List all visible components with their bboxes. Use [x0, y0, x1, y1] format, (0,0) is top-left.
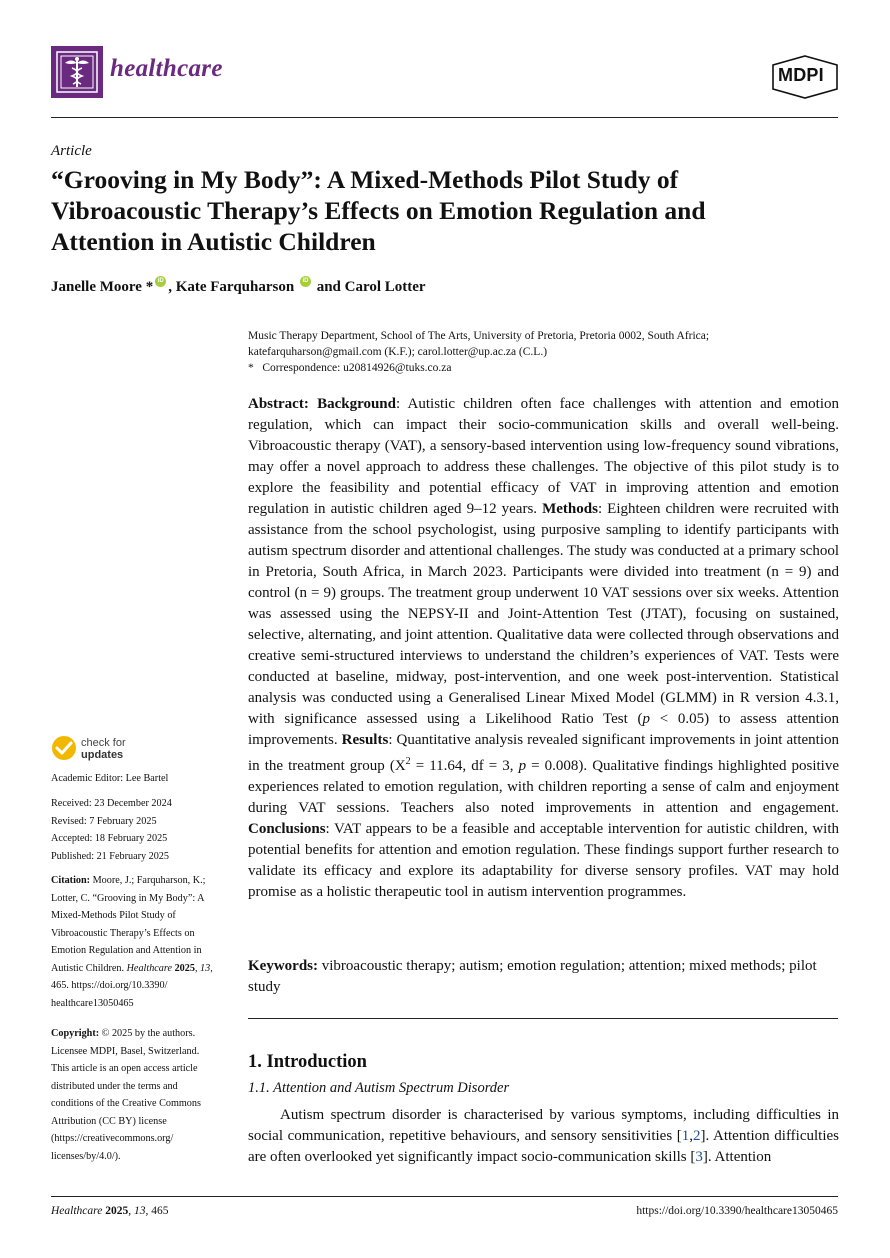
footer-citation: Healthcare 2025, 13, 465 — [51, 1205, 169, 1217]
published-date: Published: 21 February 2025 — [51, 850, 169, 862]
journal-name[interactable]: healthcare — [110, 55, 223, 82]
citation-doi-link[interactable]: healthcare13050465 — [51, 997, 134, 1009]
section-title: 1. Introduction — [248, 1052, 367, 1072]
author-moore[interactable]: Janelle Moore * — [51, 279, 154, 295]
citation-block: Citation: Moore, J.; Farquharson, K.; Lotter, C. “Grooving in My Body”: A Mixed-Methods Pilot Study of Vibroacoustic Therapy’s Effects on Emotion Regulation and Attention in Autistic Children. Healthcare 2025, 13, 465. https://doi.org/10.3390/ healthcare13050465 — [51, 872, 226, 1012]
dates — [51, 795, 226, 865]
journal-logo[interactable] — [51, 46, 103, 98]
keywords: Keywords: vibroacoustic therapy; autism; emotion regulation; attention; mixed methods; pilot study — [248, 958, 817, 995]
keywords-label: Keywords: — [248, 958, 318, 974]
check-for-updates-icon[interactable] — [51, 735, 77, 766]
license-link[interactable]: licenses/by/4.0/). — [51, 1150, 121, 1162]
license-link[interactable]: (https://creativecommons.org/ — [51, 1133, 174, 1144]
author-lotter[interactable]: and Carol Lotter — [312, 279, 426, 295]
footer-doi-link[interactable]: https://doi.org/10.3390/healthcare13050465 — [636, 1205, 838, 1217]
orcid-icon[interactable]: iD — [300, 276, 311, 287]
abstract: Abstract: Background: Autistic children often face challenges with attention and emotion regulation, which can impact their socio-communication skills and overall well-being. Vibroacoustic therapy (VAT), a sensory-based intervention using low-frequency sound vibrations, may offer a novel approach to address these challenges. The objective of this pilot study is to explore the feasibility and potential efficacy of VAT in improving attention and emotion regulation in autistic children aged 9–12 years. Methods: Eighteen children were recruited with assistance from the school psychologist, using purposive sampling to identify participants with autism spectrum disorder and attentional challenges. The study was conducted at a primary school in Pretoria, South Africa, in March 2023. Participants were divided into treatment (n = 9) and control (n = 9) groups. The treatment group underwent 10 VAT sessions over six weeks. Attention was assessed using the NEPSY-II and Joint-Attention Test (JTAT), focusing on sustained, selective, alternating, and joint attention. Qualitative data were collected through observations and creative semi-structured interviews to understand the children’s experiences of VAT. Tests were conducted at baseline, midway, post-intervention, and one week post-intervention. Statistical analysis was conducted using a Generalised Linear Mixed Model (GLMM) in R version 4.3.1, with significance assessed using a Likelihood Ratio Test (p < 0.05) to assess attention improvements. Results: Quantitative analysis revealed significant improvements in joint attention in the treatment group ($X^2 = 11.64$, df = 3, p = 0.008). Qualitative findings highlighted positive experiences related to emotion regulation, with children reporting a sense of calm and enjoyment during VAT sessions. Teachers also noted improvements in attention and engagement. Conclusions: VAT appears to be a feasible and acceptable intervention for autistic children, with potential benefits for attention and emotion regulation. These findings support further research to validate its efficacy and explore its adaptability for diverse sensory profiles. VAT may hold promise as a holistic therapeutic tool in autism intervention programmes. — [248, 396, 840, 900]
affiliation-line: Music Therapy Department, School of The Arts, University of Pretoria, Pretoria 0002, South Africa; — [248, 330, 710, 342]
citation-link[interactable]: 3 — [695, 1149, 703, 1165]
article-title — [51, 164, 841, 257]
orcid-icon[interactable]: iD — [155, 276, 166, 287]
caduceus-icon — [51, 46, 103, 98]
author-farquharson[interactable]: , Kate Farquharson — [168, 279, 295, 295]
mdpi-logo[interactable] — [771, 55, 839, 104]
methods-label: Methods — [542, 501, 598, 517]
subsection-title: 1.1. Attention and Autism Spectrum Disorder — [248, 1080, 510, 1096]
revised-date: Revised: 7 February 2025 — [51, 815, 157, 827]
background-label: Background — [317, 396, 396, 412]
title-line: “Grooving in My Body”: A Mixed-Methods Pilot Study of — [51, 165, 679, 194]
footer-divider — [51, 1196, 838, 1197]
academic-editor: Academic Editor: Lee Bartel — [51, 773, 169, 784]
abstract-label: Abstract: — [248, 396, 309, 412]
article-type: Article — [51, 143, 92, 159]
correspondence: * Correspondence: u20814926@tuks.co.za — [248, 362, 452, 374]
author-list — [51, 276, 426, 296]
title-line: Vibroacoustic Therapy’s Effects on Emotion Regulation and — [51, 196, 706, 225]
section-divider — [248, 1018, 838, 1019]
copyright-block: Copyright: © 2025 by the authors. Licensee MDPI, Basel, Switzerland. This article is an open access article distributed under the terms and conditions of the Creative Commons Attribution (CC BY) license (https://creativecommons.org/ licenses/by/4.0/). — [51, 1025, 226, 1165]
header-divider — [51, 117, 838, 118]
citation-link[interactable]: 2 — [693, 1128, 701, 1144]
received-date: Received: 23 December 2024 — [51, 798, 172, 809]
results-label: Results — [341, 732, 389, 748]
publisher-name: MDPI — [778, 65, 824, 85]
citation-doi-link[interactable]: 465. https://doi.org/10.3390/ — [51, 980, 168, 991]
accepted-date: Accepted: 18 February 2025 — [51, 833, 168, 844]
title-line: Attention in Autistic Children — [51, 227, 376, 256]
check-for-updates[interactable]: check for updates — [81, 737, 126, 761]
body-paragraph: Autism spectrum disorder is characterised by various symptoms, including difficulties in social communication, repetitive behaviours, and sensory sensitivities [1,2]. Attention difficulties are often overlooked yet significantly impact socio-communication skills [3]. Attention — [248, 1107, 839, 1165]
citation-link[interactable]: 1 — [681, 1128, 690, 1144]
affiliation-emails[interactable]: katefarquharson@gmail.com (K.F.); carol.lotter@up.ac.za (C.L.) — [248, 346, 548, 358]
affiliations — [248, 328, 709, 376]
conclusions-label: Conclusions — [248, 821, 326, 837]
